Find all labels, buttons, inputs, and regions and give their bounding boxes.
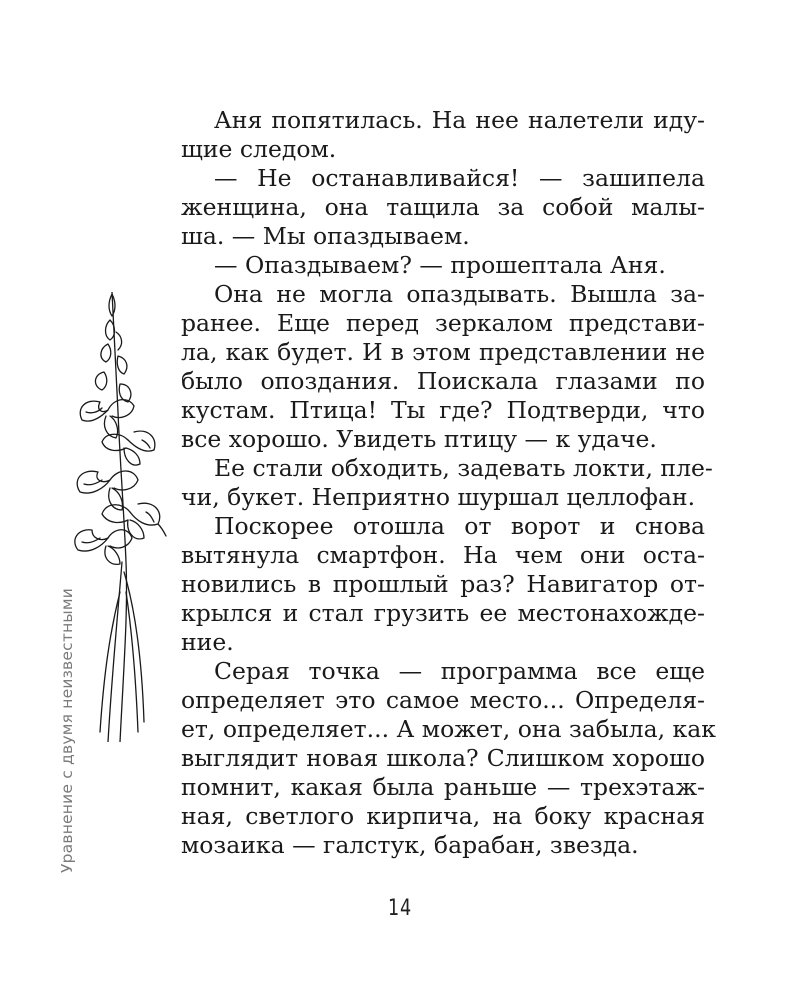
text-line: кустам. Птица! Ты где? Подтверди, что (181, 396, 705, 424)
text-line: щие следом. (181, 135, 337, 163)
paragraph (181, 164, 705, 251)
text-line: чи, букет. Неприятно шуршал целлофан. (181, 483, 696, 511)
paragraph (181, 106, 705, 164)
text-line: ла, как будет. И в этом представлении не (181, 338, 705, 366)
page-number: 14 (388, 896, 412, 921)
text-line: — Опаздываем? — прошептала Аня. (214, 251, 666, 279)
text-line: ранее. Еще перед зеркалом представи- (181, 309, 705, 337)
text-line: все хорошо. Увидеть птицу — к удаче. (181, 425, 657, 453)
text-line: ша. — Мы опаздываем. (181, 222, 470, 250)
text-line: определяет это самое место... Определя- (181, 686, 705, 714)
text-line: крылся и стал грузить ее местонахожде- (181, 599, 705, 627)
text-line: Серая точка — программа все еще (214, 657, 705, 685)
text-line: Ее стали обходить, задевать локти, пле- (214, 454, 713, 482)
text-line: — Не останавливайся! — зашипела (214, 164, 705, 192)
text-line: Поскорее отошла от ворот и снова (214, 512, 705, 540)
paragraph (181, 657, 716, 860)
gladiolus-flower-icon (62, 292, 180, 742)
text-line: ние. (181, 628, 234, 656)
text-line: ная, светлого кирпича, на боку красная (181, 802, 705, 830)
paragraph (181, 251, 705, 280)
paragraph (181, 280, 705, 454)
paragraph (181, 454, 713, 512)
body-text (181, 106, 716, 860)
text-line: новились в прошлый раз? Навигатор от- (181, 570, 705, 598)
text-line: помнит, какая была раньше — трехэтаж- (181, 773, 705, 801)
text-line: выглядит новая школа? Слишком хорошо (181, 744, 705, 772)
text-line: женщина, она тащила за собой малы- (181, 193, 705, 221)
text-line: было опоздания. Поискала глазами по (181, 367, 705, 395)
text-line: ет, определяет... А может, она забыла, как (181, 715, 716, 743)
text-line: вытянула смартфон. На чем они оста- (181, 541, 705, 569)
text-line: Она не могла опаздывать. Вышла за- (214, 280, 705, 308)
text-line: мозаика — галстук, барабан, звезда. (181, 831, 639, 859)
text-line: Аня попятилась. На нее налетели иду- (214, 106, 705, 134)
running-title: Уравнение с двумя неизвестными (58, 587, 76, 873)
paragraph (181, 512, 705, 657)
